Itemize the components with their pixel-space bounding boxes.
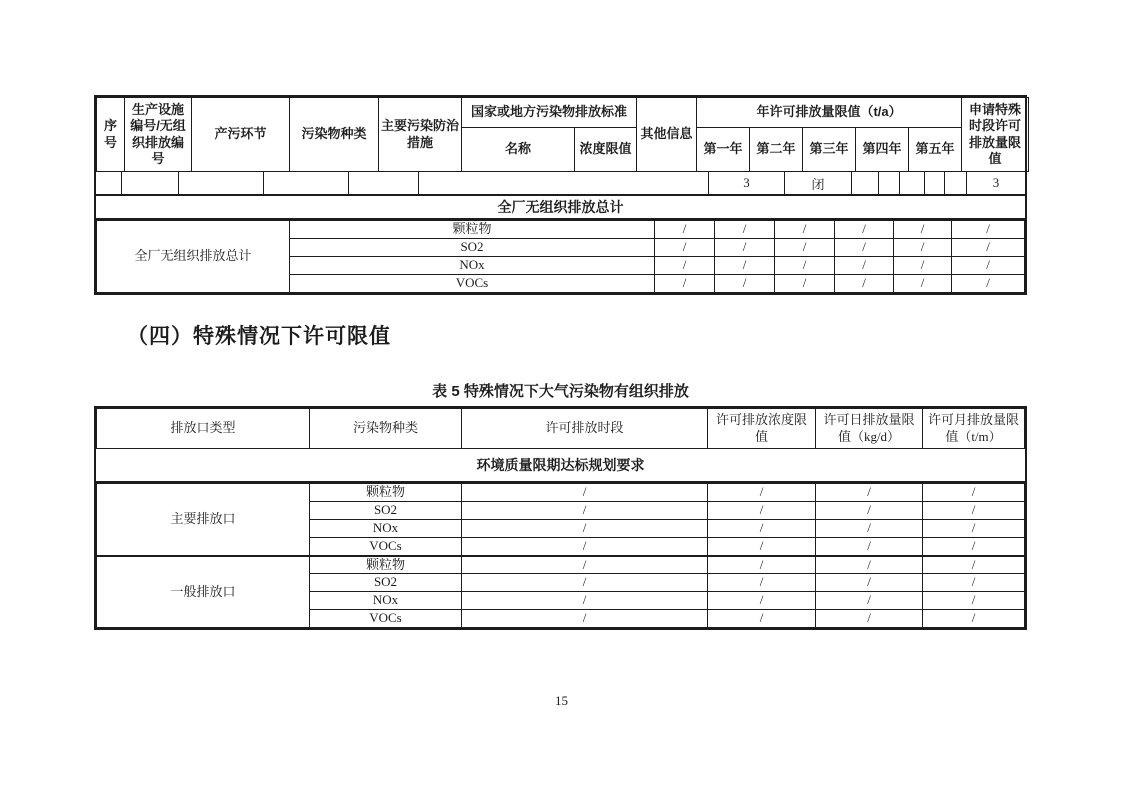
value-cell: / — [923, 592, 1025, 610]
value-cell: / — [816, 610, 923, 628]
value-cell: / — [715, 239, 775, 257]
header-cell-standard-limit: 浓度限值 — [575, 128, 637, 172]
value-cell: / — [894, 275, 952, 293]
data-cell-year-3: 闭 — [785, 172, 852, 194]
section-heading: （四）特殊情况下许可限值 — [127, 325, 391, 348]
value-cell: / — [708, 556, 816, 574]
pollutant-cell: 颗粒物 — [310, 556, 462, 574]
header-cell-concentration-limit: 许可排放浓度限值 — [708, 409, 816, 449]
value-cell: / — [923, 502, 1025, 520]
value-cell: / — [894, 221, 952, 239]
header-cell-permit-period: 许可排放时段 — [462, 409, 708, 449]
value-cell: / — [708, 538, 816, 556]
data-cell-standard — [419, 172, 709, 194]
special-limits-table — [94, 406, 1027, 630]
value-cell: / — [462, 484, 708, 502]
header-cell-annual-limit: 年许可排放量限值（t/a） — [697, 98, 962, 128]
annual-limits-header — [96, 97, 1029, 172]
header-cell-pollutant: 污染物种类 — [290, 98, 379, 172]
value-cell: / — [816, 502, 923, 520]
pollutant-cell: SO2 — [310, 574, 462, 592]
value-cell: / — [894, 239, 952, 257]
header-cell-year-2: 第二年 — [750, 128, 803, 172]
page-number: 15 — [555, 693, 568, 708]
value-cell: / — [952, 221, 1025, 239]
value-cell: / — [952, 275, 1025, 293]
value-cell: / — [462, 610, 708, 628]
value-cell: / — [816, 574, 923, 592]
value-cell: / — [775, 257, 835, 275]
header-cell-standard: 国家或地方污染物排放标准 — [462, 98, 637, 128]
header-cell-year-3: 第三年 — [803, 128, 856, 172]
value-cell: / — [655, 257, 715, 275]
env-quality-band: 环境质量限期达标规划要求 — [96, 449, 1025, 483]
value-cell: / — [923, 484, 1025, 502]
header-cell-special: 申请特殊时段许可排放量限值 — [962, 98, 1029, 172]
value-cell: / — [816, 538, 923, 556]
value-cell: / — [816, 592, 923, 610]
value-cell: / — [923, 574, 1025, 592]
value-cell: / — [462, 556, 708, 574]
annual-limits-table — [94, 95, 1027, 295]
special-limits-header — [96, 408, 1025, 449]
pollutant-cell: NOx — [290, 257, 655, 275]
fugitive-total-band: 全厂无组织排放总计 — [96, 194, 1025, 220]
value-cell: / — [835, 239, 894, 257]
table-row — [97, 484, 1025, 502]
pollutant-cell: VOCs — [310, 538, 462, 556]
header-cell-process: 产污环节 — [192, 98, 290, 172]
header-cell-standard-name: 名称 — [462, 128, 575, 172]
value-cell: / — [816, 556, 923, 574]
fugitive-total-table — [96, 220, 1025, 293]
data-cell-empty-1 — [852, 172, 879, 194]
value-cell: / — [462, 502, 708, 520]
data-cell-facility-id — [122, 172, 179, 194]
value-cell: / — [708, 520, 816, 538]
value-cell: / — [835, 275, 894, 293]
value-cell: / — [708, 484, 816, 502]
value-cell: / — [952, 239, 1025, 257]
header-cell-measures: 主要污染防治措施 — [379, 98, 462, 172]
value-cell: / — [923, 520, 1025, 538]
value-cell: / — [462, 538, 708, 556]
outlet-type-general: 一般排放口 — [97, 556, 310, 628]
value-cell: / — [715, 275, 775, 293]
data-cell-seq — [96, 172, 122, 194]
value-cell: / — [655, 239, 715, 257]
value-cell: / — [923, 538, 1025, 556]
value-cell: / — [775, 239, 835, 257]
value-cell: / — [952, 257, 1025, 275]
header-cell-monthly-limit: 许可月排放量限值（t/m） — [923, 409, 1025, 449]
header-cell-year-4: 第四年 — [856, 128, 909, 172]
header-cell-pollutant-type: 污染物种类 — [310, 409, 462, 449]
pollutant-cell: NOx — [310, 592, 462, 610]
data-cell-measures — [349, 172, 419, 194]
annual-limits-data-row — [96, 172, 1025, 194]
value-cell: / — [708, 592, 816, 610]
special-limits-body — [96, 483, 1025, 628]
header-cell-year-1: 第一年 — [697, 128, 750, 172]
value-cell: / — [708, 574, 816, 592]
data-cell-empty-3 — [900, 172, 925, 194]
header-cell-seq: 序号 — [97, 98, 125, 172]
pollutant-cell: NOx — [310, 520, 462, 538]
header-cell-outlet-type: 排放口类型 — [97, 409, 310, 449]
pollutant-cell: SO2 — [310, 502, 462, 520]
pollutant-cell: 颗粒物 — [290, 221, 655, 239]
header-cell-year-5: 第五年 — [909, 128, 962, 172]
value-cell: / — [923, 610, 1025, 628]
table-row — [97, 556, 1025, 574]
table5-caption: 表 5 特殊情况下大气污染物有组织排放 — [432, 383, 689, 400]
value-cell: / — [708, 502, 816, 520]
table-row — [97, 221, 1025, 239]
value-cell: / — [715, 257, 775, 275]
header-cell-daily-limit: 许可日排放量限值（kg/d） — [816, 409, 923, 449]
data-cell-empty-5 — [945, 172, 967, 194]
value-cell: / — [775, 275, 835, 293]
value-cell: / — [655, 221, 715, 239]
header-cell-facility-id: 生产设施编号/无组织排放编号 — [125, 98, 192, 172]
fugitive-total-label: 全厂无组织排放总计 — [97, 221, 290, 293]
value-cell: / — [462, 592, 708, 610]
value-cell: / — [835, 221, 894, 239]
outlet-type-main: 主要排放口 — [97, 484, 310, 556]
value-cell: / — [816, 484, 923, 502]
data-cell-pollutant — [264, 172, 349, 194]
value-cell: / — [715, 221, 775, 239]
value-cell: / — [923, 556, 1025, 574]
data-cell-empty-2 — [879, 172, 900, 194]
data-cell-process — [179, 172, 264, 194]
value-cell: / — [462, 574, 708, 592]
pollutant-cell: 颗粒物 — [310, 484, 462, 502]
pollutant-cell: SO2 — [290, 239, 655, 257]
value-cell: / — [894, 257, 952, 275]
pollutant-cell: VOCs — [290, 275, 655, 293]
value-cell: / — [655, 275, 715, 293]
data-cell-special: 3 — [992, 175, 1000, 190]
data-cell-empty-4 — [925, 172, 945, 194]
value-cell: / — [816, 520, 923, 538]
data-cell-year-1: 3 — [709, 172, 785, 194]
value-cell: / — [708, 610, 816, 628]
header-cell-other-info: 其他信息 — [637, 98, 697, 172]
pollutant-cell: VOCs — [310, 610, 462, 628]
value-cell: / — [835, 257, 894, 275]
value-cell: / — [462, 520, 708, 538]
value-cell: / — [775, 221, 835, 239]
